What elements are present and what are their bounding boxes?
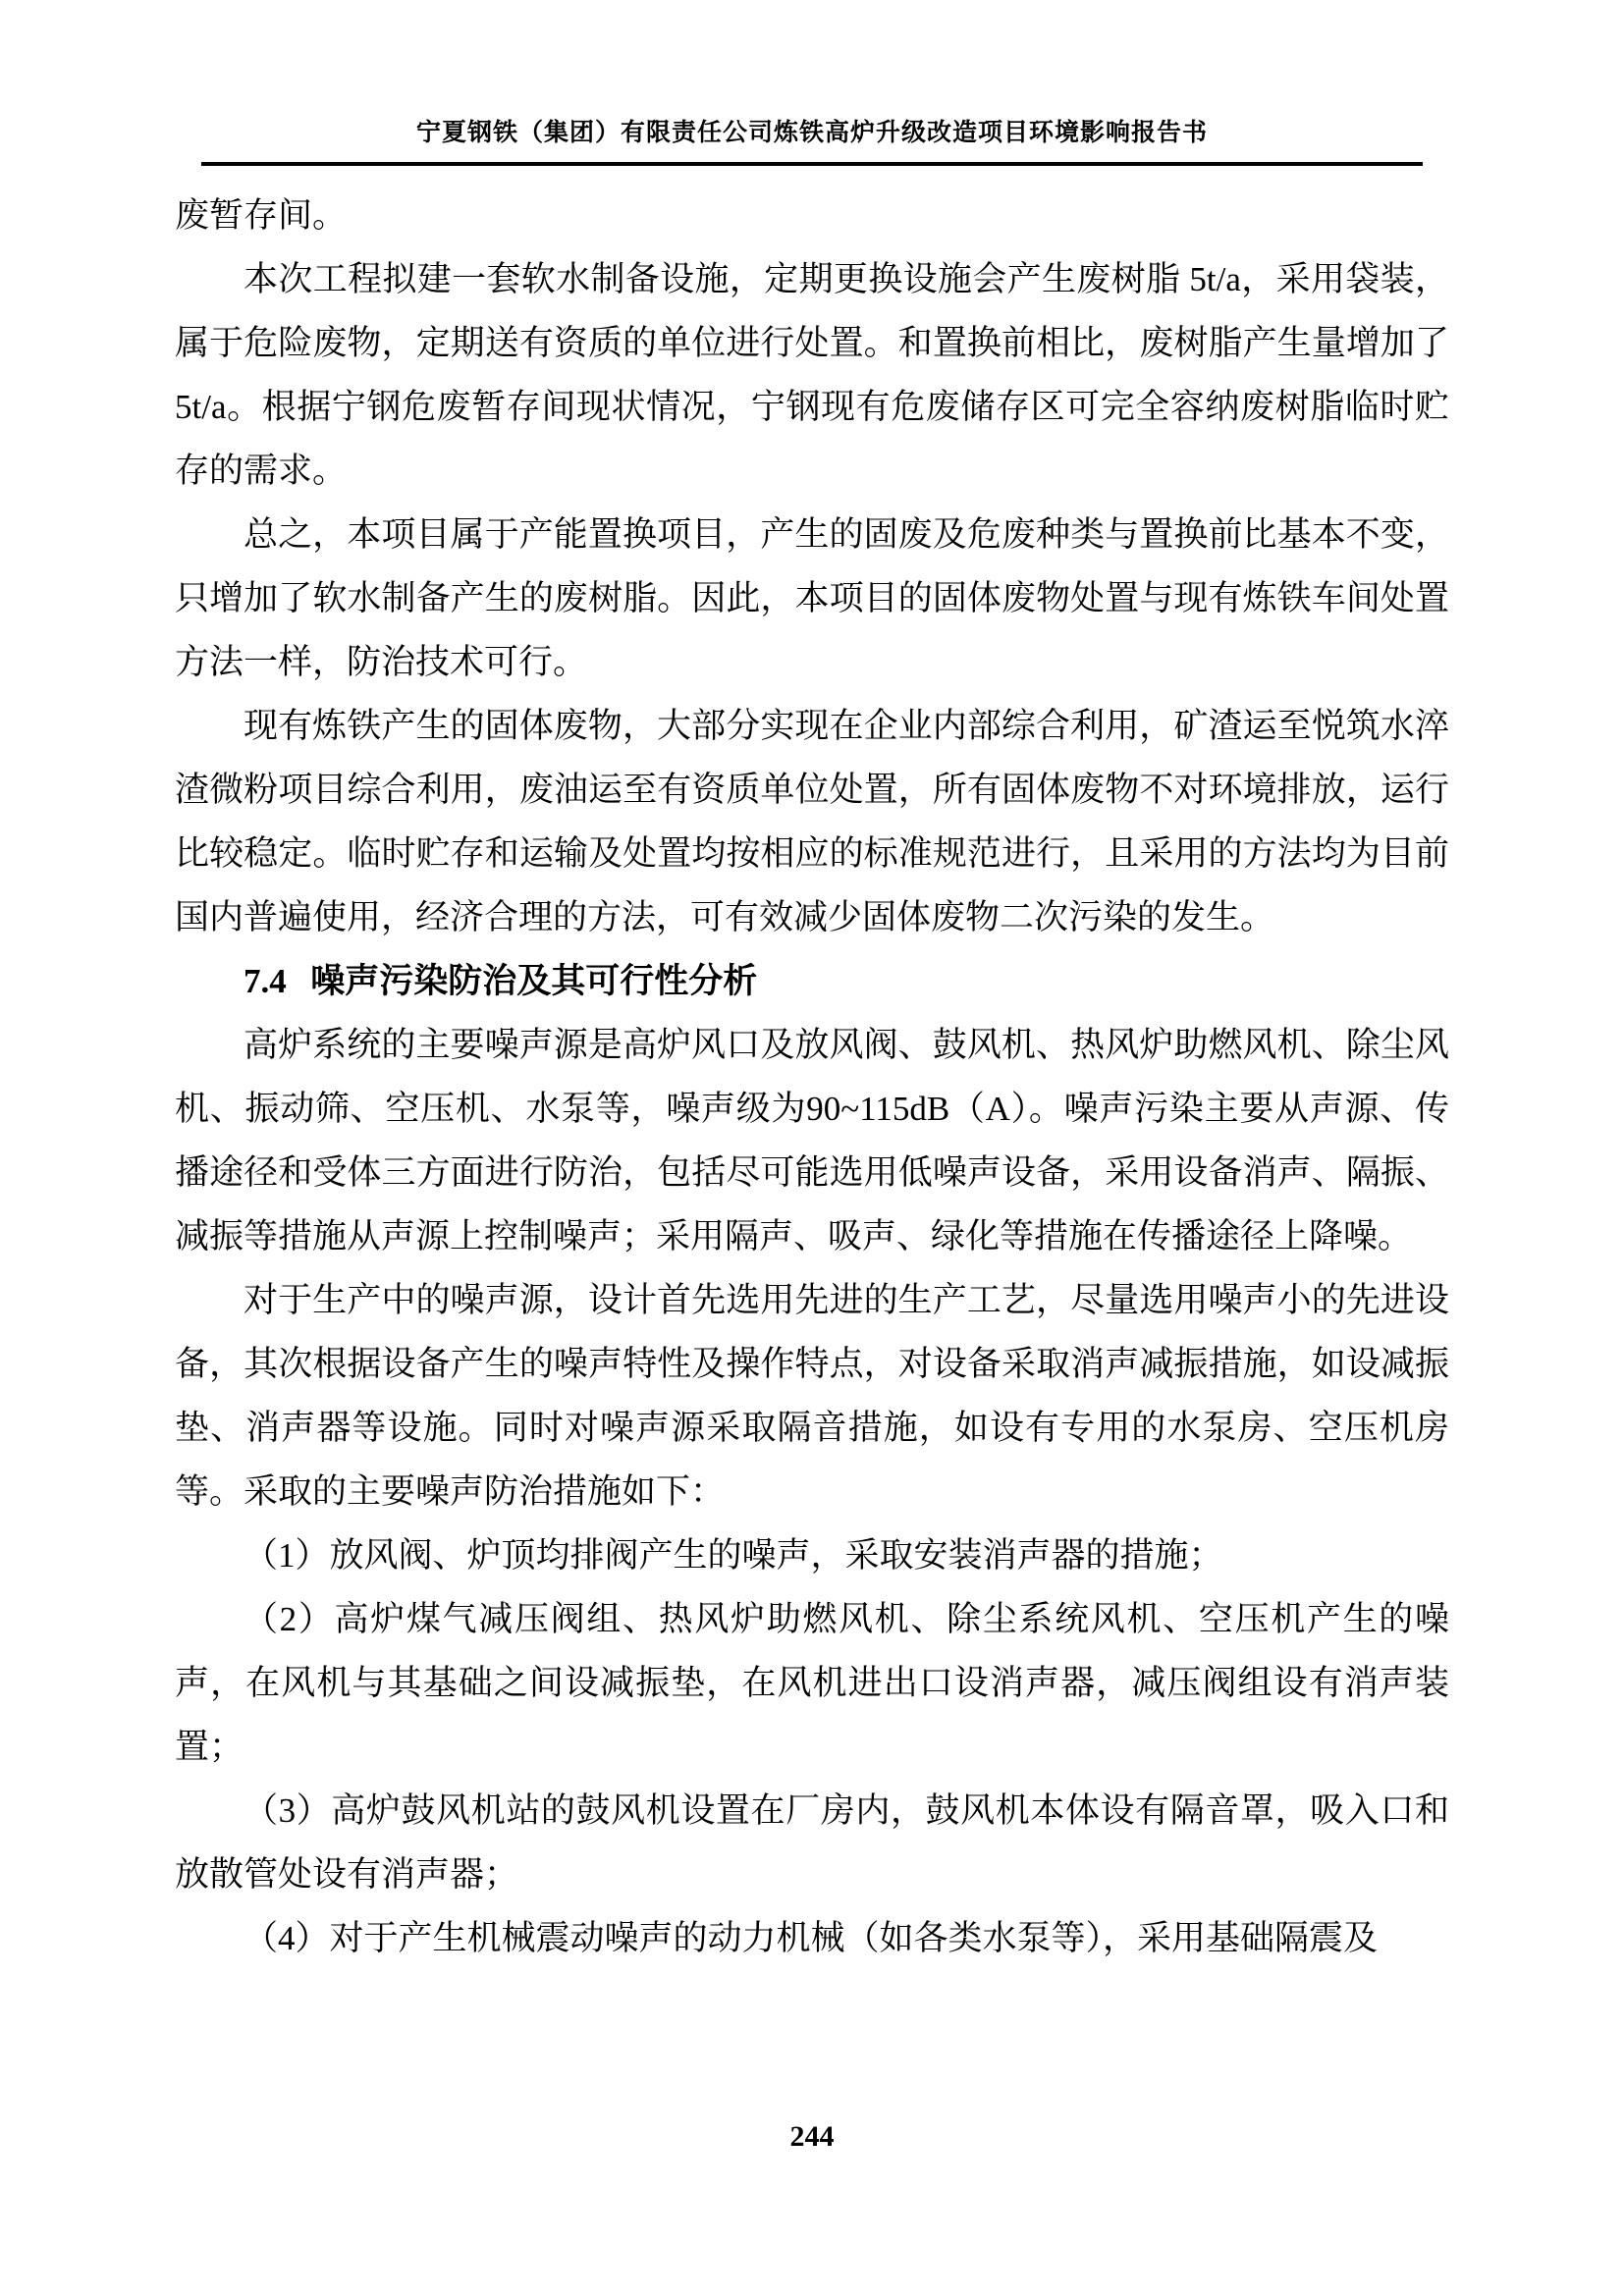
section-number: 7.4	[244, 962, 287, 1000]
paragraph: 现有炼铁产生的固体废物，大部分实现在企业内部综合利用，矿渣运至悦筑水淬渣微粉项目综合利用，废油运至有资质单位处置，所有固体废物不对环境排放，运行比较稳定。临时贮存和运输及处置均按相应的标准规范进行，且采用的方法均为目前国内普遍使用，经济合理的方法，可有效减少固体废物二次污染的发生。	[175, 707, 1449, 936]
section-title: 噪声污染防治及其可行性分析	[310, 962, 758, 1000]
running-header-title: 宁夏钢铁（集团）有限责任公司炼铁高炉升级改造项目环境影响报告书	[415, 120, 1208, 146]
paragraph: 对于生产中的噪声源，设计首先选用先进的生产工艺，尽量选用噪声小的先进设备，其次根据设备产生的噪声特性及操作特点，对设备采取消声减振措施，如设减振垫、消声器等设施。同时对噪声源采取隔音措施，如设有专用的水泵房、空压机房等。采取的主要噪声防治措施如下：	[175, 1281, 1449, 1511]
paragraph: 总之，本项目属于产能置换项目，产生的固废及危废种类与置换前比基本不变，只增加了软水制备产生的废树脂。因此，本项目的固体废物处置与现有炼铁车间处置方法一样，防治技术可行。	[175, 515, 1449, 681]
list-item-3: （3）高炉鼓风机站的鼓风机设置在厂房内，鼓风机本体设有隔音罩，吸入口和放散管处设有消声器；	[175, 1791, 1449, 1894]
paragraph-continuation: 废暂存间。	[175, 196, 348, 235]
document-body	[175, 184, 1449, 1970]
header-divider	[201, 162, 1423, 166]
list-item-4: （4）对于产生机械震动噪声的动力机械（如各类水泵等），采用基础隔震及	[244, 1919, 1379, 1957]
paragraph: 高炉系统的主要噪声源是高炉风口及放风阀、鼓风机、热风炉助燃风机、除尘风机、振动筛、空压机、水泵等，噪声级为90~115dB（A）。噪声污染主要从声源、传播途径和受体三方面进行防治，包括尽可能选用低噪声设备，采用设备消声、隔振、减振等措施从声源上控制噪声；采用隔声、吸声、绿化等措施在传播途径上降噪。	[175, 1026, 1449, 1255]
section-heading-7-4	[175, 949, 1449, 1013]
page-header	[0, 0, 1624, 166]
page-number: 244	[789, 2120, 835, 2153]
paragraph: 本次工程拟建一套软水制备设施，定期更换设施会产生废树脂 5t/a，采用袋装，属于危险废物，定期送有资质的单位进行处置。和置换前相比，废树脂产生量增加了 5t/a。根据宁钢危废暂存间现状情况，宁钢现有危废储存区可完全容纳废树脂临时贮存的需求。	[175, 260, 1449, 490]
list-item-1: （1）放风阀、炉顶均排阀产生的噪声，采取安装消声器的措施；	[244, 1536, 1223, 1575]
list-item-2: （2）高炉煤气减压阀组、热风炉助燃风机、除尘系统风机、空压机产生的噪声，在风机与其基础之间设减振垫，在风机进出口设消声器，减压阀组设有消声装置；	[175, 1600, 1449, 1766]
